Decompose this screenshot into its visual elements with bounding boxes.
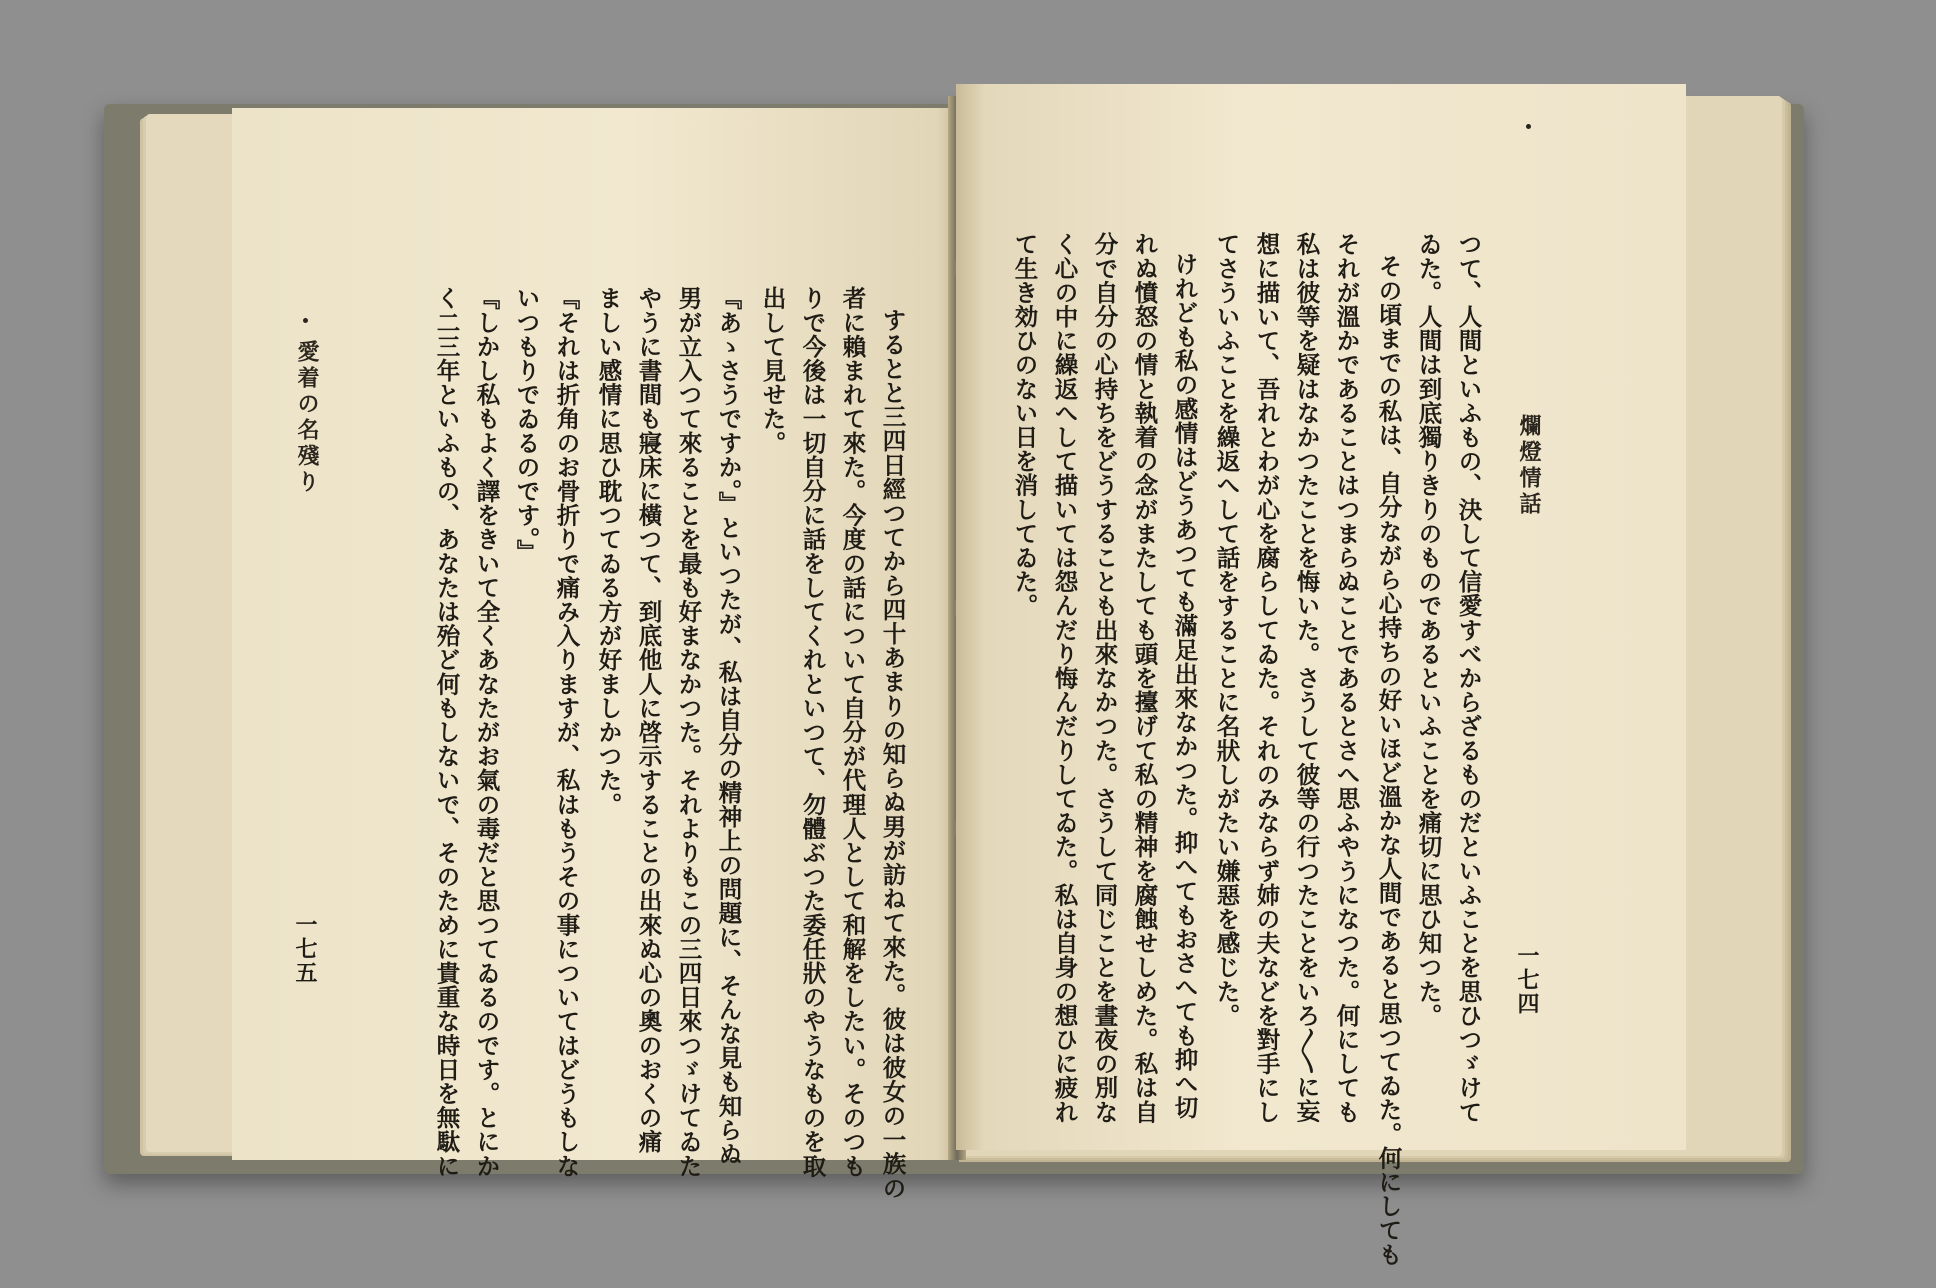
text-line: 出して見せた。	[758, 286, 787, 455]
text-line: その頃までの私は、自分ながら心持ちの好いほど溫かな人間であると思つてゐた。何にしても	[1374, 254, 1403, 1267]
text-line: れぬ憤怒の情と執着の念がまたしても頭を擡げて私の精神を腐蝕せしめた。私は自	[1130, 232, 1159, 1124]
text-line: ゐた。人間は到底獨りきりのものであるといふことを痛切に思ひ知つた。	[1414, 232, 1443, 1028]
text-line: するとと三四日經つてから四十あまりの知らぬ男が訪ねて來た。彼は彼女の一族の	[878, 308, 907, 1200]
text-line: けれども私の感情はどうあつても滿足出來なかつた。抑へてもおさへても抑へ切	[1170, 252, 1199, 1120]
text-line: 『それは折角のお骨折りで痛み入りますが、私はもうその事についてはどうもしな	[552, 286, 581, 1178]
text-line: やうに書間も寢床に橫つて、到底他人に啓示することの出來ぬ心の奧のおくの痛	[634, 286, 663, 1154]
right-page-header: 爛燈情話	[1516, 414, 1542, 518]
text-line: 分で自分の心持ちをどうすることも出來なかつた。さうして同じことを晝夜の別な	[1090, 232, 1119, 1124]
text-line: それが溫かであることはつまらぬことであるとさへ思ふやうになつた。何にしても	[1332, 232, 1361, 1124]
text-line: く心の中に繰返へして描いては怨んだり悔んだりしてゐた。私は自身の想ひに疲れ	[1050, 232, 1079, 1124]
right-page-number: 一七四	[1514, 944, 1540, 1016]
text-line: 『あゝさうですか。』といつたが、私は自分の精神上の問題に、そんな見も知らぬ	[714, 286, 743, 1166]
text-line: 者に賴まれて來た。今度の話について自分が代理人として和解をしたい。そのつも	[838, 286, 867, 1178]
right-page	[956, 84, 1686, 1267]
text-line: 想に描いて、吾れとわが心を腐らしてゐた。それのみならず姉の夫などを對手にし	[1252, 232, 1281, 1124]
text-line: て生き効ひのない日を消してゐた。	[1010, 232, 1039, 618]
text-line: 男が立入つて來ることを最も好まなかつた。それよりもこの三四日來つゞけてゐた	[674, 286, 703, 1178]
text-line: つて、人間といふもの、決して信愛すべからざるものだといふことを思ひつゞけて	[1454, 232, 1483, 1124]
text-line: く二三年といふもの、あなたは殆ど何もしないで、そのために貴重な時日を無駄に	[432, 286, 461, 1178]
text-line: 私は彼等を疑はなかつたことを悔いた。さうして彼等の行つたことをいろ〳〵に妄	[1292, 232, 1321, 1124]
left-page	[232, 108, 958, 1200]
text-line: いつもりでゐるのです。』	[512, 286, 541, 564]
header-dot	[303, 318, 308, 323]
text-line: てさういふことを繰返へして話をすることに名狀しがたい嫌惡を感じた。	[1212, 232, 1241, 1028]
text-line: ましい感情に思ひ耽つてゐる方が好ましかつた。	[594, 286, 623, 817]
left-page-header: 愛着の名殘り	[294, 340, 320, 496]
header-dot	[1526, 124, 1531, 129]
text-line: りで今後は一切自分に話をしてくれといつて、勿體ぶつた委任狀のやうなものを取	[798, 286, 827, 1178]
left-page-number: 一七五	[292, 913, 318, 985]
text-line: 『しかし私もよく譯をきいて全くあなたがお氣の毒だと思つてゐるのです。とにか	[472, 286, 501, 1178]
